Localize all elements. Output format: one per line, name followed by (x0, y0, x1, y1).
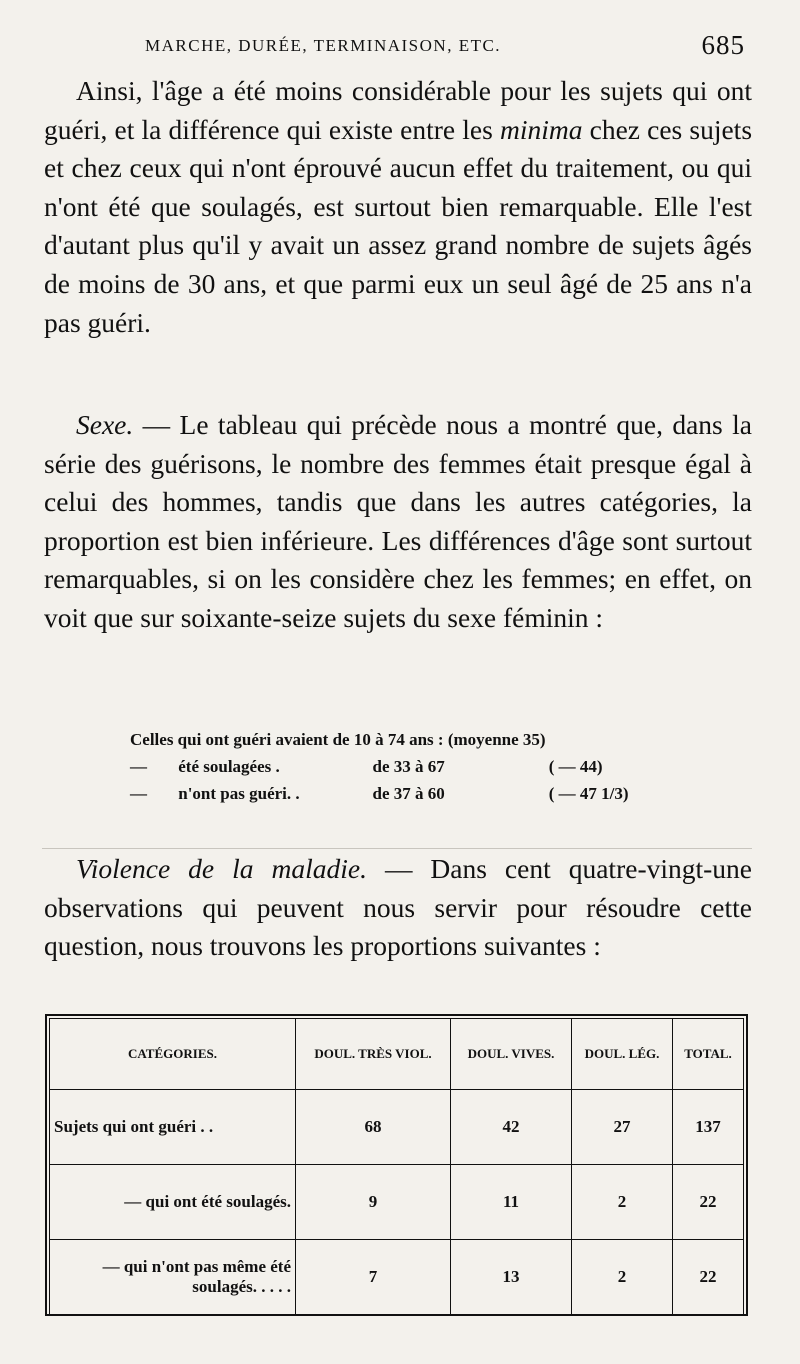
pain-intensity-table (49, 1018, 744, 1315)
age-stat-dash: — (130, 784, 147, 803)
column-header-very-violent: DOUL. TRÈS VIOL. (296, 1019, 451, 1090)
running-title: MARCHE, DURÉE, TERMINAISON, ETC. (145, 36, 502, 55)
age-stat-row (130, 780, 629, 807)
age-stat-row (130, 726, 629, 753)
cell-sharp: 42 (451, 1090, 572, 1165)
row-category: — qui n'ont pas même été soulagés. . . . . (50, 1240, 296, 1315)
cell-light: 2 (572, 1240, 673, 1315)
age-stat-row (130, 753, 629, 780)
age-stat-mean: ( — 47 1/3) (548, 784, 629, 803)
paragraph-violence (44, 850, 752, 966)
paragraph-sex-text: — Le tableau qui précède nous a montré que, dans la série des guérisons, le nombre des femmes était presque égal à celui des hommes, tandis que dans les autres catégories, la proportion est bien inférieure. Les différences d'âge sont surtout remarquables, si on les considère chez les femmes; en effet, on voit que sur soixante-seize sujets du sexe féminin : (44, 409, 752, 633)
paragraph-sex-heading: Sexe. (76, 409, 134, 440)
pain-intensity-table-frame (45, 1014, 748, 1316)
age-statistics (130, 726, 629, 807)
paragraph-age-line2: qui ont guéri, et la différence qui existe entre les (44, 75, 753, 145)
row-category: Sujets qui ont guéri . . (50, 1090, 296, 1165)
cell-very-violent: 9 (296, 1165, 451, 1240)
paragraph-age (44, 72, 752, 342)
cell-light: 27 (572, 1090, 673, 1165)
cell-total: 137 (673, 1090, 744, 1165)
age-stat-range: de 10 à 74 ans : (332, 730, 444, 749)
running-header (145, 30, 745, 60)
age-stat-mean: (moyenne 35) (447, 730, 546, 749)
cell-very-violent: 68 (296, 1090, 451, 1165)
cell-total: 22 (673, 1165, 744, 1240)
column-header-sharp: DOUL. VIVES. (451, 1019, 572, 1090)
paragraph-violence-heading: Violence de la maladie. (76, 853, 367, 884)
table-header-row (50, 1019, 744, 1090)
page-number: 685 (701, 30, 745, 60)
table-row (50, 1240, 744, 1315)
cell-sharp: 11 (451, 1165, 572, 1240)
age-stat-range: de 37 à 60 (372, 784, 445, 803)
cell-light: 2 (572, 1165, 673, 1240)
section-divider (42, 848, 752, 849)
column-header-total: TOTAL. (673, 1019, 744, 1090)
age-stat-label: Celles qui ont guéri avaient (130, 730, 329, 749)
table-row (50, 1090, 744, 1165)
paragraph-sex (44, 406, 752, 638)
age-stat-mean: ( — 44) (548, 757, 603, 776)
column-header-categories: CATÉGORIES. (50, 1019, 296, 1090)
cell-sharp: 13 (451, 1240, 572, 1315)
paragraph-age-rest: chez ces sujets et chez ceux qui n'ont éprouvé aucun effet du traitement, ou qui n'ont été que soulagés, est surtout bien remarquable. Elle l'est d'autant plus qu'il y avait un assez grand nombre de sujets âgés de moins de 30 ans, et que parmi eux un seul âgé de 25 ans n'a pas guéri. (44, 113, 753, 338)
paragraph-violence-text: — Dans cent quatre-vingt-une observations qui peuvent nous servir pour résoudre cette question, nous trouvons les proportions suivantes : (44, 853, 752, 962)
cell-very-violent: 7 (296, 1240, 451, 1315)
table-row (50, 1165, 744, 1240)
row-category: — qui ont été soulagés. (50, 1165, 296, 1240)
paragraph-age-line1: Ainsi, l'âge a été moins considérable pour les sujets (76, 75, 663, 106)
cell-total: 22 (673, 1240, 744, 1315)
age-stat-range: de 33 à 67 (372, 757, 445, 776)
column-header-light: DOUL. LÉG. (572, 1019, 673, 1090)
age-stat-label: n'ont pas guéri. . (178, 784, 300, 803)
paragraph-age-emphasis: minima (499, 113, 583, 145)
age-stat-label: été soulagées . (178, 757, 280, 776)
age-stat-dash: — (130, 757, 147, 776)
